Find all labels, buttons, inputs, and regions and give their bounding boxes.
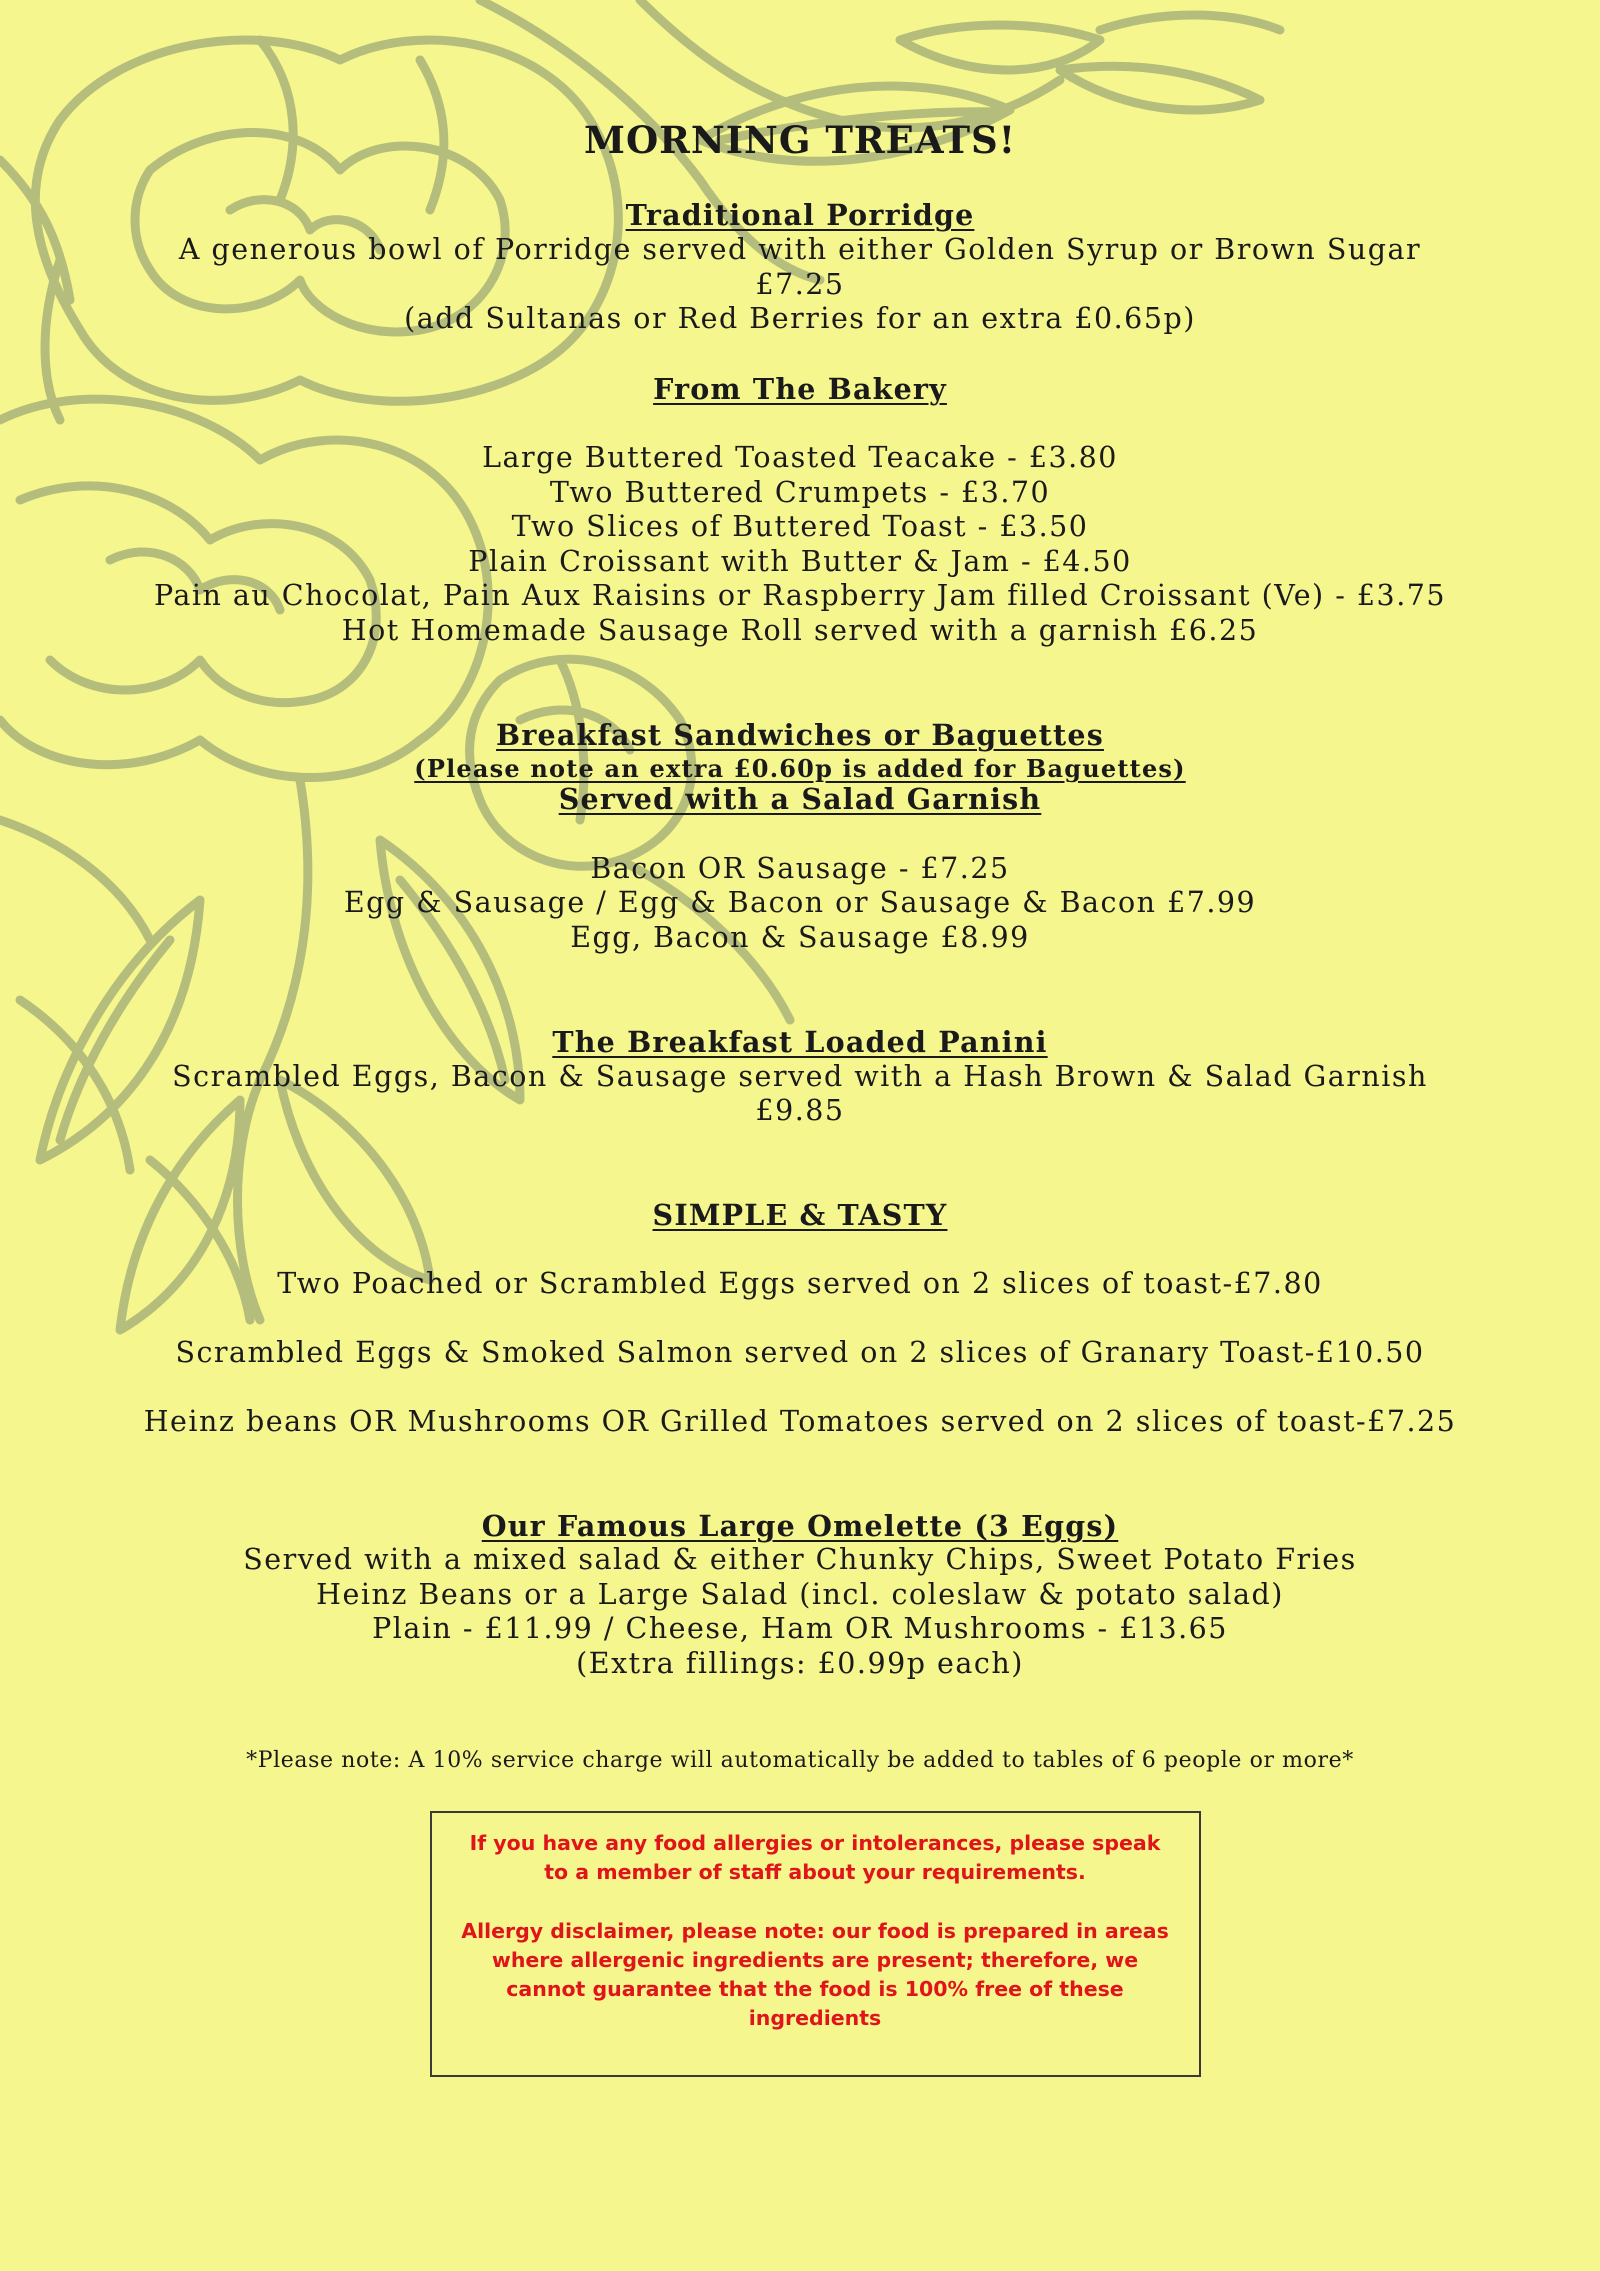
bakery-item: Large Buttered Toasted Teacake - £3.80 xyxy=(482,441,1118,474)
allergy-line: where allergenic ingredients are present; therefore, we xyxy=(491,1948,1139,1972)
bakery-item: Pain au Chocolat, Pain Aux Raisins or Raspberry Jam filled Croissant (Ve) - £3.75 xyxy=(153,579,1447,612)
sandwich-item: Egg & Sausage / Egg & Bacon or Sausage & Bacon £7.99 xyxy=(343,886,1257,919)
bakery-item: Plain Croissant with Butter & Jam - £4.50 xyxy=(468,545,1132,578)
porridge-extra: (add Sultanas or Red Berries for an extra £0.65p) xyxy=(404,302,1196,335)
bakery-item: Two Slices of Buttered Toast - £3.50 xyxy=(511,510,1089,543)
sandwiches-subheading: Served with a Salad Garnish xyxy=(558,782,1042,816)
bakery-item: Two Buttered Crumpets - £3.70 xyxy=(549,476,1051,509)
panini-price: £9.85 xyxy=(755,1094,845,1127)
bakery-item: Hot Homemade Sausage Roll served with a garnish £6.25 xyxy=(341,614,1259,647)
simple-heading: SIMPLE & TASTY xyxy=(652,1198,948,1232)
bakery-heading: From The Bakery xyxy=(653,372,947,406)
omelette-line: (Extra fillings: £0.99p each) xyxy=(576,1647,1024,1680)
panini-description: Scrambled Eggs, Bacon & Sausage served with a Hash Brown & Salad Garnish xyxy=(172,1060,1428,1093)
simple-item: Heinz beans OR Mushrooms OR Grilled Tomatoes served on 2 slices of toast-£7.25 xyxy=(143,1405,1457,1438)
porridge-price: £7.25 xyxy=(755,268,845,301)
omelette-heading: Our Famous Large Omelette (3 Eggs) xyxy=(481,1509,1119,1543)
omelette-line: Heinz Beans or a Large Salad (incl. coleslaw & potato salad) xyxy=(316,1578,1284,1611)
allergy-line: If you have any food allergies or intolerances, please speak xyxy=(469,1831,1161,1855)
sandwich-item: Bacon OR Sausage - £7.25 xyxy=(590,852,1010,885)
sandwiches-note: (Please note an extra £0.60p is added for Baguettes) xyxy=(414,754,1186,783)
page-title: MORNING TREATS! xyxy=(583,118,1017,162)
sandwich-item: Egg, Bacon & Sausage £8.99 xyxy=(570,921,1030,954)
omelette-line: Plain - £11.99 / Cheese, Ham OR Mushrooms - £13.65 xyxy=(372,1612,1228,1645)
simple-item: Scrambled Eggs & Smoked Salmon served on 2 slices of Granary Toast-£10.50 xyxy=(175,1336,1425,1369)
panini-heading: The Breakfast Loaded Panini xyxy=(552,1025,1048,1059)
porridge-heading: Traditional Porridge xyxy=(625,198,975,232)
allergy-line: cannot guarantee that the food is 100% free of these xyxy=(506,1977,1124,2001)
porridge-description: A generous bowl of Porridge served with either Golden Syrup or Brown Sugar xyxy=(178,233,1422,266)
allergy-notice-box xyxy=(430,1811,1201,2077)
allergy-line: to a member of staff about your requirements. xyxy=(544,1860,1086,1884)
allergy-line: Allergy disclaimer, please note: our food is prepared in areas xyxy=(461,1919,1169,1943)
service-charge-note: *Please note: A 10% service charge will automatically be added to tables of 6 people or more* xyxy=(246,1748,1354,1773)
simple-item: Two Poached or Scrambled Eggs served on 2 slices of toast-£7.80 xyxy=(277,1267,1323,1300)
omelette-line: Served with a mixed salad & either Chunky Chips, Sweet Potato Fries xyxy=(243,1543,1357,1576)
allergy-line: ingredients xyxy=(748,2006,882,2030)
sandwiches-heading: Breakfast Sandwiches or Baguettes xyxy=(496,718,1104,752)
